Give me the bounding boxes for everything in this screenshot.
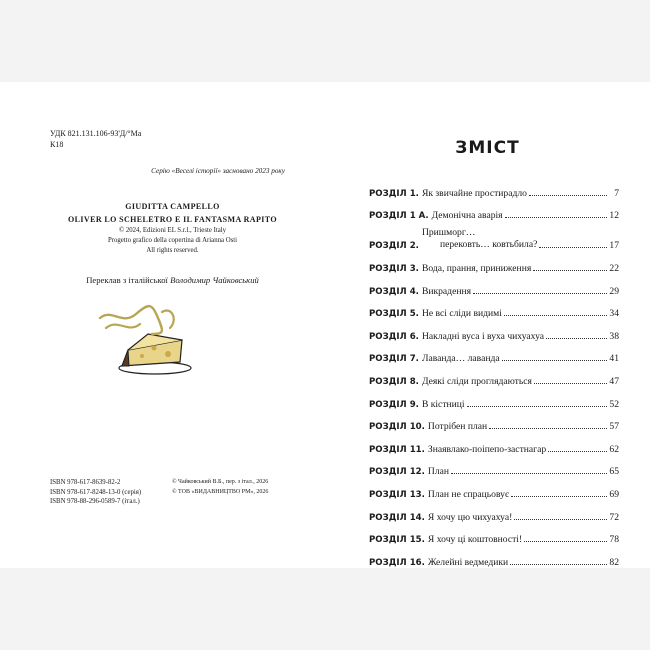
chapter-title: Викрадення	[421, 285, 472, 297]
chapter-title: Деякі сліди проглядаються	[421, 375, 532, 387]
dot-leader	[548, 451, 607, 452]
chapter-title: Вода, прання, приниження	[421, 262, 532, 274]
chapter-label: РОЗДІЛ 2.	[369, 241, 419, 252]
chapter-label: РОЗДІЛ 6.	[369, 331, 419, 342]
toc-entry[interactable]	[369, 410, 619, 433]
page-number: 12	[609, 210, 619, 222]
dot-leader	[473, 293, 607, 294]
dot-leader	[511, 496, 607, 497]
dot-leader	[510, 564, 607, 565]
table-of-contents	[369, 176, 619, 568]
page-number: 41	[609, 353, 619, 365]
toc-entry[interactable]	[369, 364, 619, 387]
chapter-label: РОЗДІЛ 16.	[369, 557, 425, 568]
chapter-title: Лаванда… лаванда	[421, 353, 500, 365]
page-number: 82	[609, 556, 619, 568]
dot-leader	[467, 406, 607, 407]
toc-entry[interactable]	[369, 176, 619, 199]
chapter-title: Знаявлако-поіпепо-застнагар	[427, 443, 547, 455]
author-name: GIUDITTA CAMPELLO	[125, 202, 220, 211]
toc-entry[interactable]	[369, 274, 619, 297]
chapter-label: РОЗДІЛ 14.	[369, 512, 425, 523]
chapter-title: Потрібен план	[427, 421, 488, 433]
copyright-list	[172, 478, 268, 497]
page-number: 7	[614, 187, 619, 199]
chapter-title: Желейні ведмедики	[427, 556, 509, 568]
isbn-line: ISBN 978-617-8639-82-2	[50, 479, 121, 486]
original-credits	[40, 200, 305, 256]
copyright-line: © 2024, Edizioni EL S.r.l., Trieste Italy	[118, 227, 227, 234]
toc-entry[interactable]	[369, 199, 619, 222]
toc-entry[interactable]	[369, 545, 619, 568]
page-number: 65	[609, 466, 619, 478]
toc-entry[interactable]	[369, 297, 619, 320]
page-number: 72	[609, 511, 619, 523]
dot-leader	[505, 217, 607, 218]
chapter-title: План не спрацьовує	[427, 488, 510, 500]
chapter-title: План	[427, 466, 450, 478]
chapter-title: Не всі сліди видимі	[421, 308, 502, 320]
translator-credit	[40, 275, 305, 285]
imprint-page	[0, 82, 325, 568]
design-credit: Progetto grafico della copertina di Arianna Osti	[107, 237, 238, 244]
toc-entry[interactable]	[369, 500, 619, 523]
chapter-label: РОЗДІЛ 5.	[369, 309, 419, 320]
toc-entry[interactable]	[369, 455, 619, 478]
page-number: 78	[609, 534, 619, 546]
chapter-label: РОЗДІЛ 3.	[369, 263, 419, 274]
contents-heading: ЗМІСТ	[455, 138, 520, 158]
chapter-title: Я хочу ці коштовності!	[427, 534, 523, 546]
udk-code: УДК 821.131.106-93'Д/°Ма	[50, 129, 142, 138]
chapter-label: РОЗДІЛ 15.	[369, 535, 425, 546]
translator-name: Володимир Чайковський	[170, 275, 259, 285]
contents-page	[325, 82, 650, 568]
dot-leader	[489, 428, 607, 429]
page-number: 69	[609, 488, 619, 500]
page-number: 38	[609, 330, 619, 342]
chapter-label: РОЗДІЛ 4.	[369, 286, 419, 297]
cheese-illustration	[92, 304, 212, 379]
chapter-title	[422, 227, 537, 251]
dot-leader	[514, 519, 607, 520]
dot-leader	[534, 383, 607, 384]
toc-entry[interactable]	[369, 432, 619, 455]
toc-entry[interactable]	[369, 387, 619, 410]
copyright-item: © ТОВ «ВИДАВНИЦТВО РМ», 2026	[172, 488, 269, 495]
dot-leader	[546, 338, 607, 339]
isbn-line: ISBN 978-617-8248-13-0 (серія)	[50, 488, 142, 496]
page-number: 29	[609, 285, 619, 297]
chapter-label: РОЗДІЛ 9.	[369, 399, 419, 410]
rights-line: All rights reserved.	[146, 247, 199, 254]
chapter-label: РОЗДІЛ 7.	[369, 354, 419, 365]
chapter-label: РОЗДІЛ 12.	[369, 467, 425, 478]
series-note: Серію «Веселі історії» засновано 2023 року	[151, 167, 285, 175]
toc-entry[interactable]	[369, 221, 619, 251]
toc-entry[interactable]	[369, 523, 619, 546]
dot-leader	[539, 247, 607, 248]
udk-block	[50, 128, 141, 150]
dot-leader	[533, 270, 607, 271]
book-spread	[0, 82, 650, 568]
chapter-label: РОЗДІЛ 13.	[369, 489, 425, 500]
page-number: 17	[609, 240, 619, 252]
chapter-title: Як звичайне простирадло	[421, 187, 527, 199]
chapter-title-line: Пришморг…	[421, 227, 476, 239]
copyright-item: © Чайковський В.Б., пер. з італ., 2026	[172, 479, 269, 485]
chapter-label: РОЗДІЛ 11.	[369, 444, 425, 455]
dot-leader	[502, 360, 607, 361]
page-number: 22	[609, 262, 619, 274]
catalog-code: К18	[50, 140, 64, 149]
chapter-title: Накладні вуса і вуха чихуахуа	[421, 330, 545, 342]
page-number: 34	[609, 308, 619, 320]
page-number: 57	[609, 421, 619, 433]
toc-entry[interactable]	[369, 477, 619, 500]
page-number: 52	[609, 398, 619, 410]
chapter-title-line: перековть… ковтьбила?	[439, 239, 538, 251]
toc-entry[interactable]	[369, 342, 619, 365]
chapter-title: Демонічна аварія	[431, 210, 503, 222]
toc-entry[interactable]	[369, 251, 619, 274]
page-number: 62	[609, 443, 619, 455]
chapter-label: РОЗДІЛ 1.	[369, 188, 419, 199]
isbn-list	[50, 478, 141, 507]
translator-prefix: Переклав з італійської	[86, 275, 168, 285]
chapter-title: Я хочу цю чихуахуа!	[427, 511, 513, 523]
page-number: 47	[609, 375, 619, 387]
chapter-title: В кістниці	[421, 398, 465, 410]
dot-leader	[504, 315, 607, 316]
chapter-label: РОЗДІЛ 10.	[369, 422, 425, 433]
toc-entry[interactable]	[369, 319, 619, 342]
dot-leader	[451, 473, 607, 474]
dot-leader	[529, 195, 607, 196]
dot-leader	[524, 541, 607, 542]
isbn-line: ISBN 978-88-296-0589-7 (італ.)	[50, 498, 140, 505]
chapter-label: РОЗДІЛ 1 А.	[369, 211, 429, 222]
chapter-label: РОЗДІЛ 8.	[369, 376, 419, 387]
original-title: OLIVER LO SCHELETRO E IL FANTASMA RAPITO	[68, 215, 277, 224]
